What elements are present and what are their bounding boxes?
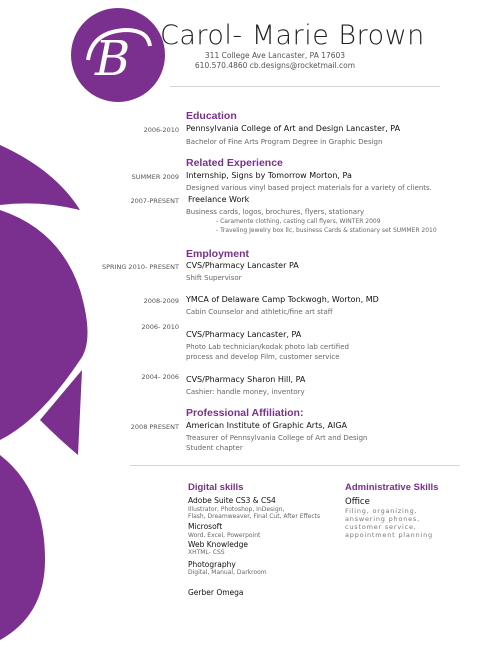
experience-title: Freelance Work xyxy=(188,195,250,204)
employment-detail: Photo Lab technician/kodak photo lab certified xyxy=(186,343,349,351)
education-date: 2006-2010 xyxy=(143,126,179,134)
skill-title: Photography xyxy=(188,560,236,569)
admin-skill-title: Office xyxy=(345,497,370,507)
digital-skills-heading: Digital skills xyxy=(188,482,244,493)
experience-title: Internship, Signs by Tomorrow Morton, Pa xyxy=(186,171,352,180)
affiliation-date: 2008 PRESENT xyxy=(130,423,179,431)
header-divider xyxy=(170,86,440,87)
skill-title: Web Knowledge xyxy=(188,540,248,549)
admin-skills-heading: Administrative Skills xyxy=(345,482,439,493)
experience-subitem: - Caramente clothing, casting call flyers, WINTER 2009 xyxy=(216,218,381,225)
skill-detail: XHTML- CSS xyxy=(188,549,225,556)
experience-date: SUMMER 2009 xyxy=(131,173,179,181)
monogram-logo: B xyxy=(95,31,131,87)
skill-title: Gerber Omega xyxy=(188,588,244,597)
employment-detail: Cabin Counselor and athletic/fine art staff xyxy=(186,308,333,316)
skill-title: Adobe Suite CS3 & CS4 xyxy=(188,496,276,505)
employment-date: 2004- 2006 xyxy=(141,373,179,381)
admin-skill-detail: appointment planning xyxy=(345,531,433,539)
affiliation-detail: Treasurer of Pennsylvania College of Art and Design xyxy=(186,434,368,442)
admin-skill-detail: Filing, organizing, xyxy=(345,507,418,515)
affiliation-title: American Institute of Graphic Arts, AIGA xyxy=(186,421,347,430)
education-detail: Bachelor of Fine Arts Program Degree in Graphic Design xyxy=(186,138,383,146)
contact-info: 610.570.4860 cb.designs@rocketmail.com xyxy=(194,61,356,70)
employment-title: CVS/Pharmacy Sharon Hill, PA xyxy=(186,375,306,384)
left-bottom-curve xyxy=(0,455,45,640)
affiliation-detail: Student chapter xyxy=(186,444,243,452)
employment-detail: Cashier: handle money, inventory xyxy=(186,388,305,396)
experience-detail: Designed various vinyl based project materials for a variety of clients. xyxy=(186,184,432,192)
skill-detail: Illustrator, Photoshop, InDesign, xyxy=(188,506,285,513)
admin-skill-detail: answering phones, xyxy=(345,515,420,523)
skill-detail: Word, Excel, Powerpoint xyxy=(188,532,261,539)
experience-subitem: - Traveling Jewelry box llc, business Cards & stationary set SUMMER 2010 xyxy=(216,227,437,234)
experience-detail: Business cards, logos, brochures, flyers, stationary xyxy=(186,208,365,216)
employment-detail: Shift Supervisor xyxy=(186,274,242,282)
address: 311 College Ave Lancaster, PA 17603 xyxy=(204,51,346,60)
employment-title: CVS/Pharmacy Lancaster PA xyxy=(186,261,299,270)
experience-date: 2007-PRESENT xyxy=(130,197,179,205)
education-title: Pennsylvania College of Art and Design Lancaster, PA xyxy=(186,124,401,133)
affiliation-heading: Professional Affiliation: xyxy=(186,407,304,419)
skill-detail: Digital, Manual, Darkroom xyxy=(188,569,267,576)
employment-heading: Employment xyxy=(186,248,250,260)
employment-date: SPRING 2010- PRESENT xyxy=(101,263,179,271)
section-divider xyxy=(130,465,460,466)
admin-skill-detail: customer service, xyxy=(345,523,417,531)
employment-date: 2008-2009 xyxy=(143,297,179,305)
employment-detail: process and develop Film, customer service xyxy=(186,353,340,361)
applicant-name: Carol- Marie Brown xyxy=(160,20,425,51)
skill-detail: Flash, Dreamweaver, Final Cut, After Effects xyxy=(188,513,321,520)
experience-heading: Related Experience xyxy=(186,157,283,169)
skill-title: Microsoft xyxy=(188,522,223,531)
education-heading: Education xyxy=(186,110,237,122)
employment-date: 2006- 2010 xyxy=(141,323,179,331)
employment-title: CVS/Pharmacy Lancaster, PA xyxy=(186,330,302,339)
employment-title: YMCA of Delaware Camp Tockwogh, Worton, MD xyxy=(186,295,379,304)
left-horn-top xyxy=(0,145,80,210)
